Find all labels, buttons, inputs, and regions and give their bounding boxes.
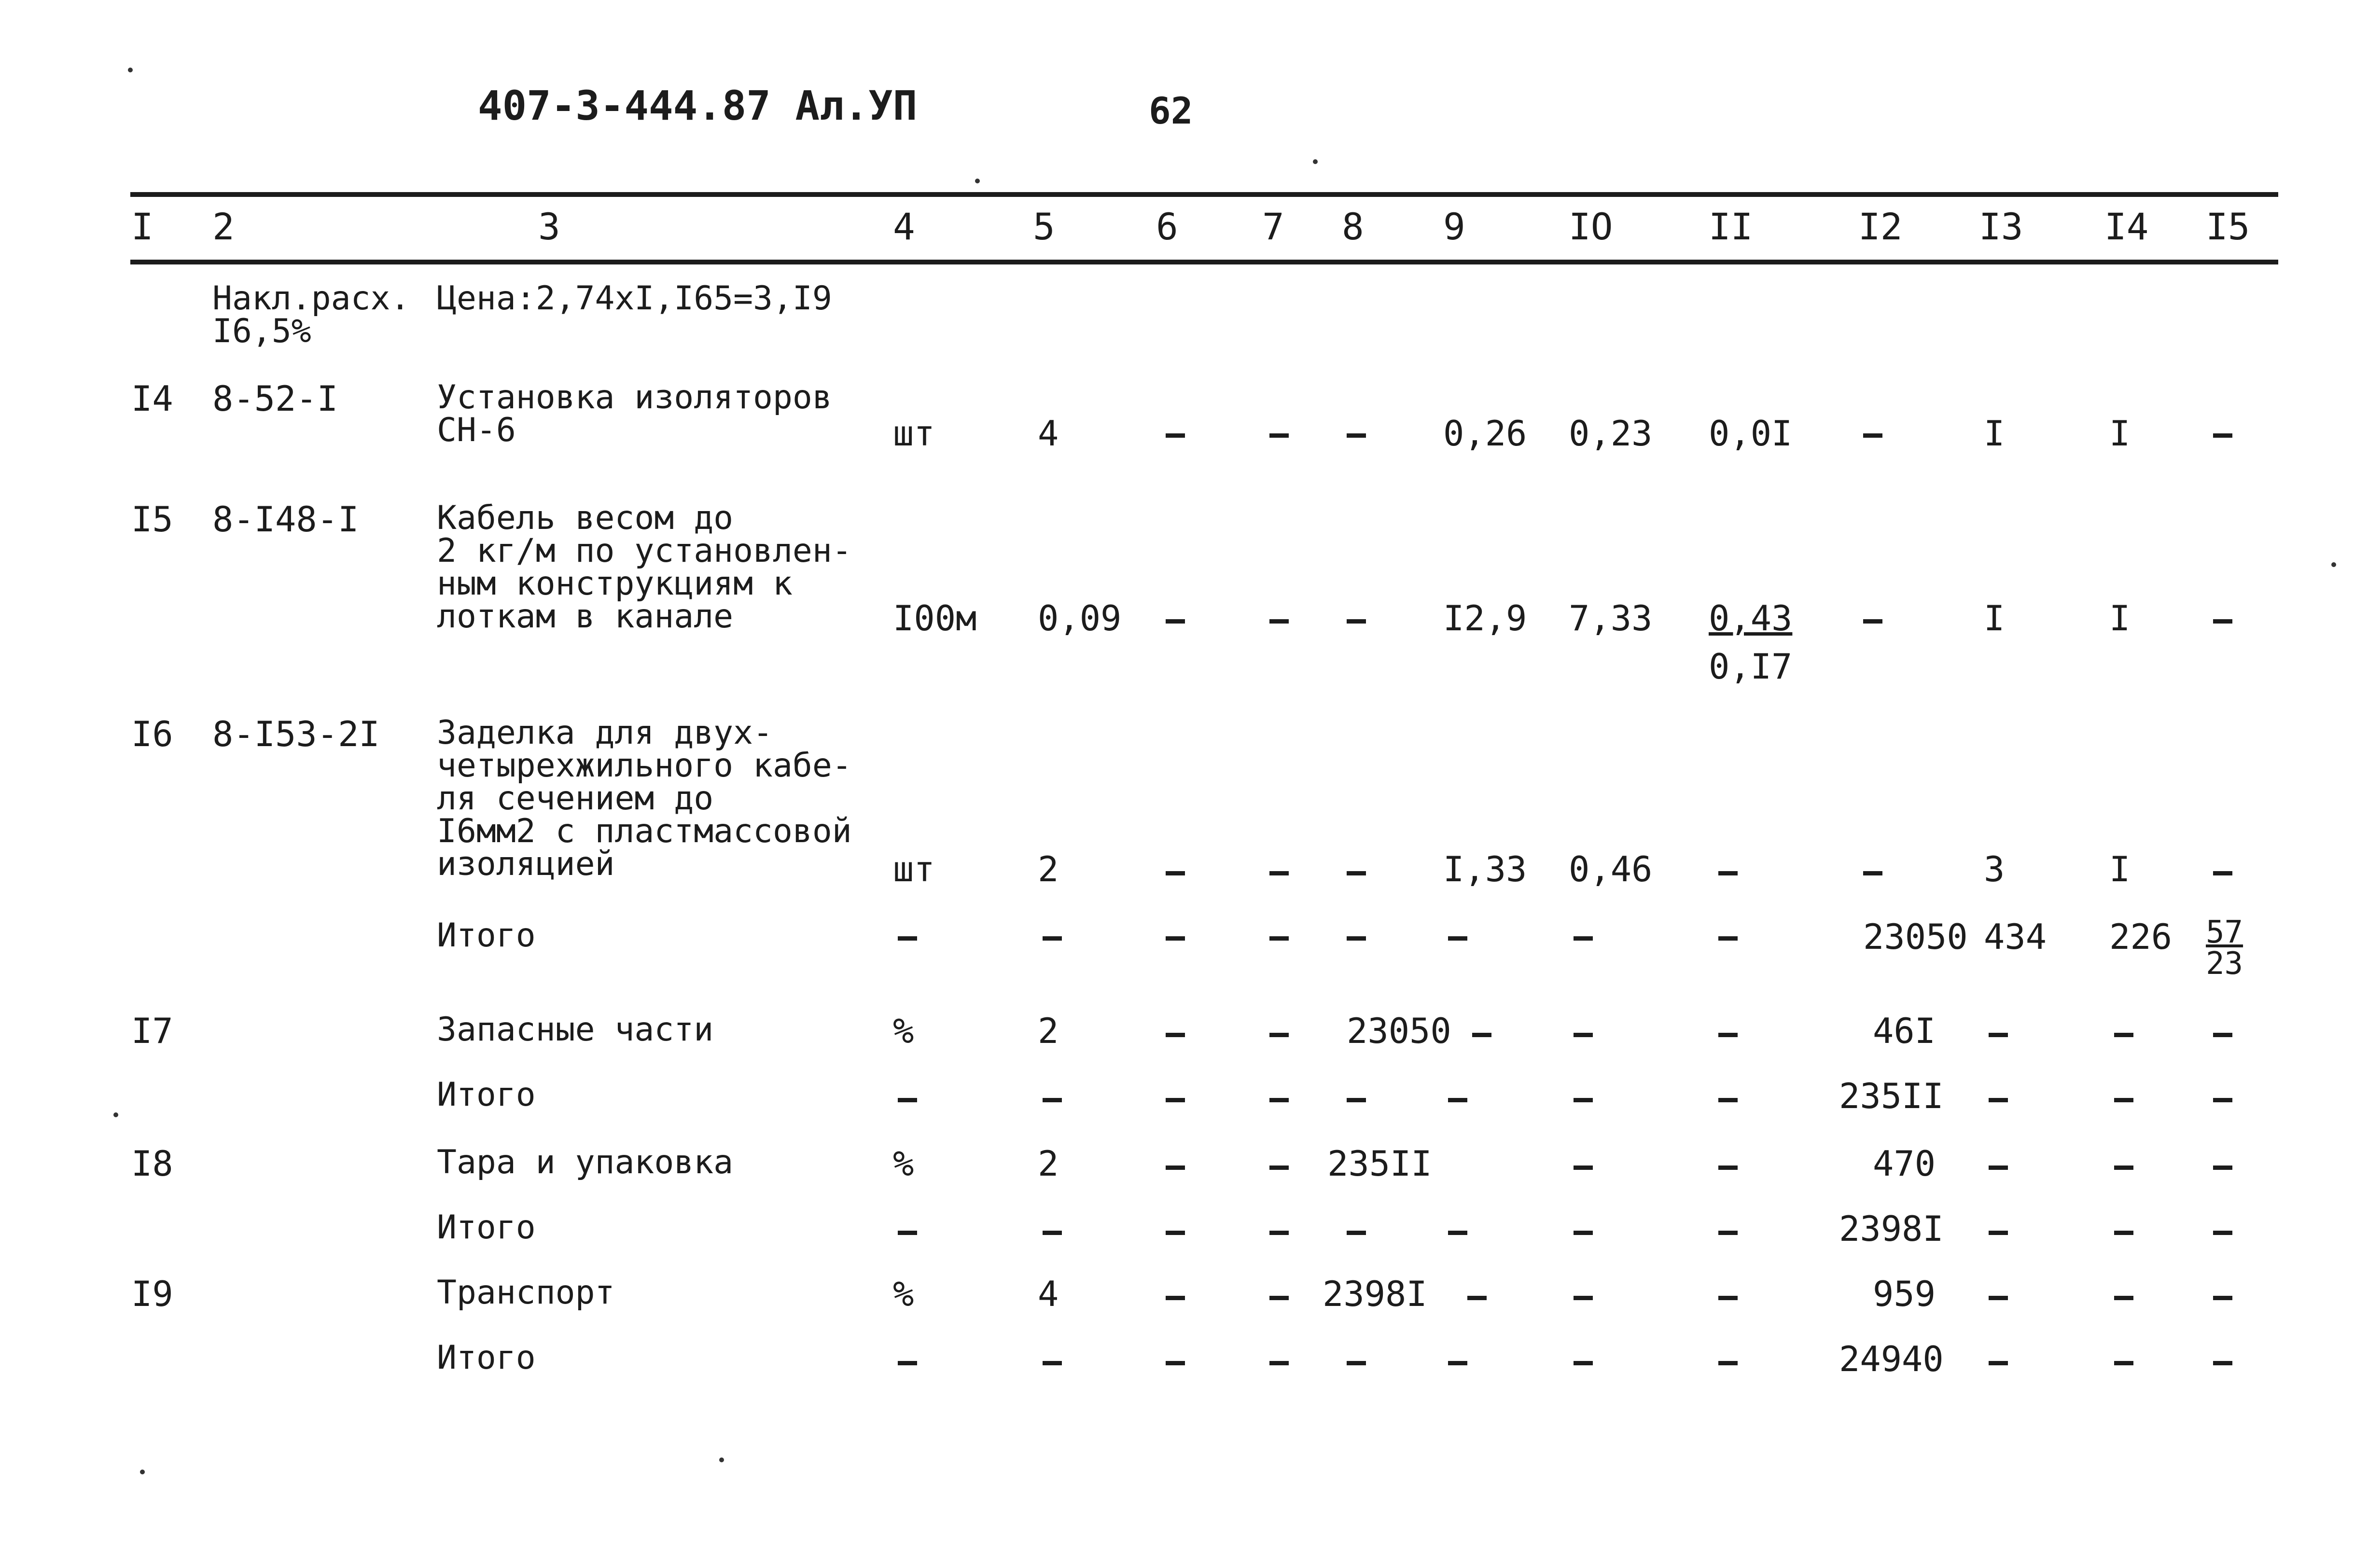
row-number: I7 — [131, 1011, 173, 1051]
dash — [2114, 1361, 2133, 1365]
scan-speck — [975, 179, 980, 183]
quantity: 4 — [1038, 1274, 1059, 1314]
scan-speck — [719, 1457, 724, 1462]
dash — [898, 1231, 917, 1235]
cell-col14: 226 — [2109, 916, 2173, 957]
dash — [1574, 1033, 1593, 1037]
column-header-8: 8 — [1342, 205, 1364, 248]
work-description: Транспорт — [437, 1274, 615, 1312]
unit: шт — [893, 413, 935, 454]
dash — [1269, 871, 1289, 875]
column-header-1: I — [131, 205, 153, 248]
cell-col8: 2398I — [1323, 1274, 1427, 1314]
dash — [2213, 433, 2232, 438]
scan-speck — [128, 68, 133, 72]
column-header-6: 6 — [1156, 205, 1178, 248]
dash — [1574, 936, 1593, 941]
dash — [1718, 1166, 1738, 1170]
cell-col11-upper: 0,43 — [1709, 598, 1793, 638]
row-number: I4 — [131, 378, 173, 419]
cell-col14: I — [2109, 598, 2131, 638]
table-header-rule — [130, 260, 2278, 264]
row-number: I5 — [131, 499, 173, 540]
cell-col14: I — [2109, 413, 2131, 454]
dash — [898, 1361, 917, 1365]
dash — [1448, 1231, 1467, 1235]
quantity: 4 — [1038, 413, 1059, 454]
column-header-12: I2 — [1858, 205, 1903, 248]
cell-col12: 24940 — [1839, 1339, 1944, 1379]
dash — [1347, 1361, 1366, 1365]
dash — [1043, 1231, 1062, 1235]
dash — [1574, 1296, 1593, 1300]
cell-col12: 470 — [1873, 1143, 1936, 1184]
dash — [1863, 871, 1882, 875]
column-header-3: 3 — [538, 205, 560, 248]
dash — [1574, 1098, 1593, 1102]
dash — [1467, 1296, 1487, 1300]
dash — [2213, 1231, 2232, 1235]
cell-col15-lower: 23 — [2206, 946, 2243, 982]
subtotal-label: Итого — [437, 916, 536, 955]
dash — [1718, 1296, 1738, 1300]
dash — [1347, 619, 1366, 624]
cell-col10: 0,46 — [1569, 849, 1653, 889]
dash — [2213, 1098, 2232, 1102]
cell-col13: I — [1984, 413, 2005, 454]
dash — [1718, 936, 1738, 941]
cell-col9: I2,9 — [1443, 598, 1527, 638]
cell-col14: I — [2109, 849, 2131, 889]
dash — [1347, 433, 1366, 438]
overhead-label: Накл.расх. I6,5% — [212, 279, 410, 350]
dash — [1472, 1033, 1491, 1037]
dash — [1574, 1231, 1593, 1235]
column-header-7: 7 — [1262, 205, 1284, 248]
cell-col12: 235II — [1839, 1076, 1944, 1116]
column-header-11: II — [1709, 205, 1753, 248]
cell-col9: I,33 — [1443, 849, 1527, 889]
rate-code: 8-I53-2I — [212, 714, 380, 754]
dash — [1166, 936, 1185, 941]
dash — [1166, 433, 1185, 438]
quantity: 0,09 — [1038, 598, 1122, 638]
dash — [1718, 1231, 1738, 1235]
dash — [2213, 1296, 2232, 1300]
cell-col13: 3 — [1984, 849, 2005, 889]
quantity: 2 — [1038, 849, 1059, 889]
scan-speck — [113, 1112, 118, 1117]
row-number: I8 — [131, 1143, 173, 1184]
total-label: Итого — [437, 1339, 536, 1377]
column-header-4: 4 — [893, 205, 915, 248]
cell-col8: 235II — [1327, 1143, 1432, 1184]
dash — [1989, 1098, 2008, 1102]
table-top-rule — [130, 192, 2278, 197]
work-description: Заделка для двух- четырехжильного кабе- ля сечением до I6мм2 с пластмассовой изоляцией — [437, 714, 852, 883]
dash — [1989, 1033, 2008, 1037]
dash — [1269, 1361, 1289, 1365]
dash — [1269, 619, 1289, 624]
dash — [1166, 1033, 1185, 1037]
dash — [1718, 1033, 1738, 1037]
dash — [1574, 1166, 1593, 1170]
dash — [1166, 619, 1185, 624]
cell-col10: 7,33 — [1569, 598, 1653, 638]
subtotal-label: Итого — [437, 1208, 536, 1247]
cell-col12: 23050 — [1863, 916, 1968, 957]
dash — [1448, 1098, 1467, 1102]
dash — [2114, 1098, 2133, 1102]
cell-col10: 0,23 — [1569, 413, 1653, 454]
overhead-price: Цена:2,74хI,I65=3,I9 — [437, 279, 832, 318]
dash — [1989, 1166, 2008, 1170]
dash — [2114, 1296, 2133, 1300]
column-header-10: IO — [1569, 205, 1613, 248]
cell-col11: 0,0I — [1709, 413, 1793, 454]
dash — [1269, 1231, 1289, 1235]
cell-col12: 46I — [1873, 1011, 1936, 1051]
dash — [2213, 871, 2232, 875]
quantity: 2 — [1038, 1011, 1059, 1051]
row-number: I6 — [131, 714, 173, 754]
cell-col12: 2398I — [1839, 1208, 1944, 1249]
dash — [1863, 433, 1882, 438]
dash — [1347, 1231, 1366, 1235]
work-description: Кабель весом до 2 кг/м по установлен- ным конструкциям к лоткам в канале — [437, 499, 852, 636]
dash — [1574, 1361, 1593, 1365]
dash — [1269, 1296, 1289, 1300]
unit: шт — [893, 849, 935, 889]
unit: % — [893, 1143, 914, 1184]
dash — [1347, 1098, 1366, 1102]
work-description: Установка изоляторов СН-6 — [437, 378, 832, 449]
dash — [898, 936, 917, 941]
dash — [1043, 936, 1062, 941]
dash — [1166, 871, 1185, 875]
dash — [1347, 871, 1366, 875]
cell-col11-lower: 0,I7 — [1709, 646, 1793, 687]
subtotal-label: Итого — [437, 1076, 536, 1114]
dash — [898, 1098, 917, 1102]
dash — [1989, 1231, 2008, 1235]
page-number: 62 — [1149, 89, 1193, 132]
column-header-13: I3 — [1979, 205, 2023, 248]
dash — [2213, 1033, 2232, 1037]
dash — [2114, 1166, 2133, 1170]
dash — [1448, 1361, 1467, 1365]
column-header-9: 9 — [1443, 205, 1465, 248]
dash — [2114, 1033, 2133, 1037]
dash — [1989, 1361, 2008, 1365]
dash — [1448, 936, 1467, 941]
dash — [1863, 619, 1882, 624]
cell-col9: 0,26 — [1443, 413, 1527, 454]
column-header-5: 5 — [1033, 205, 1055, 248]
column-header-2: 2 — [212, 205, 235, 248]
work-description: Запасные части — [437, 1011, 714, 1049]
cell-col8: 23050 — [1347, 1011, 1451, 1051]
dash — [1166, 1166, 1185, 1170]
column-header-14: I4 — [2104, 205, 2149, 248]
dash — [1347, 936, 1366, 941]
unit: I00м — [893, 598, 977, 638]
cell-col13: 434 — [1984, 916, 2047, 957]
dash — [1043, 1361, 1062, 1365]
dash — [2114, 1231, 2133, 1235]
dash — [2213, 1361, 2232, 1365]
dash — [1718, 1361, 1738, 1365]
scan-speck — [140, 1470, 145, 1474]
dash — [1166, 1296, 1185, 1300]
row-number: I9 — [131, 1274, 173, 1314]
dash — [1269, 936, 1289, 941]
dash — [2213, 619, 2232, 624]
dash — [1269, 1166, 1289, 1170]
cell-col13: I — [1984, 598, 2005, 638]
dash — [1989, 1296, 2008, 1300]
dash — [1269, 1098, 1289, 1102]
dash — [1269, 433, 1289, 438]
rate-code: 8-I48-I — [212, 499, 359, 540]
cell-col15-upper: 57 — [2206, 915, 2243, 950]
unit: % — [893, 1011, 914, 1051]
document-code: 407-3-444.87 Ал.УП — [478, 82, 918, 129]
work-description: Тара и упаковка — [437, 1143, 734, 1181]
unit: % — [893, 1274, 914, 1314]
dash — [1718, 1098, 1738, 1102]
dash — [2213, 1166, 2232, 1170]
dash — [1166, 1361, 1185, 1365]
scan-speck — [2331, 562, 2336, 567]
quantity: 2 — [1038, 1143, 1059, 1184]
dash — [1718, 871, 1738, 875]
dash — [1269, 1033, 1289, 1037]
cell-col12: 959 — [1873, 1274, 1936, 1314]
dash — [1166, 1231, 1185, 1235]
rate-code: 8-52-I — [212, 378, 338, 419]
scan-speck — [1313, 159, 1318, 164]
dash — [1043, 1098, 1062, 1102]
column-header-15: I5 — [2206, 205, 2250, 248]
dash — [1166, 1098, 1185, 1102]
